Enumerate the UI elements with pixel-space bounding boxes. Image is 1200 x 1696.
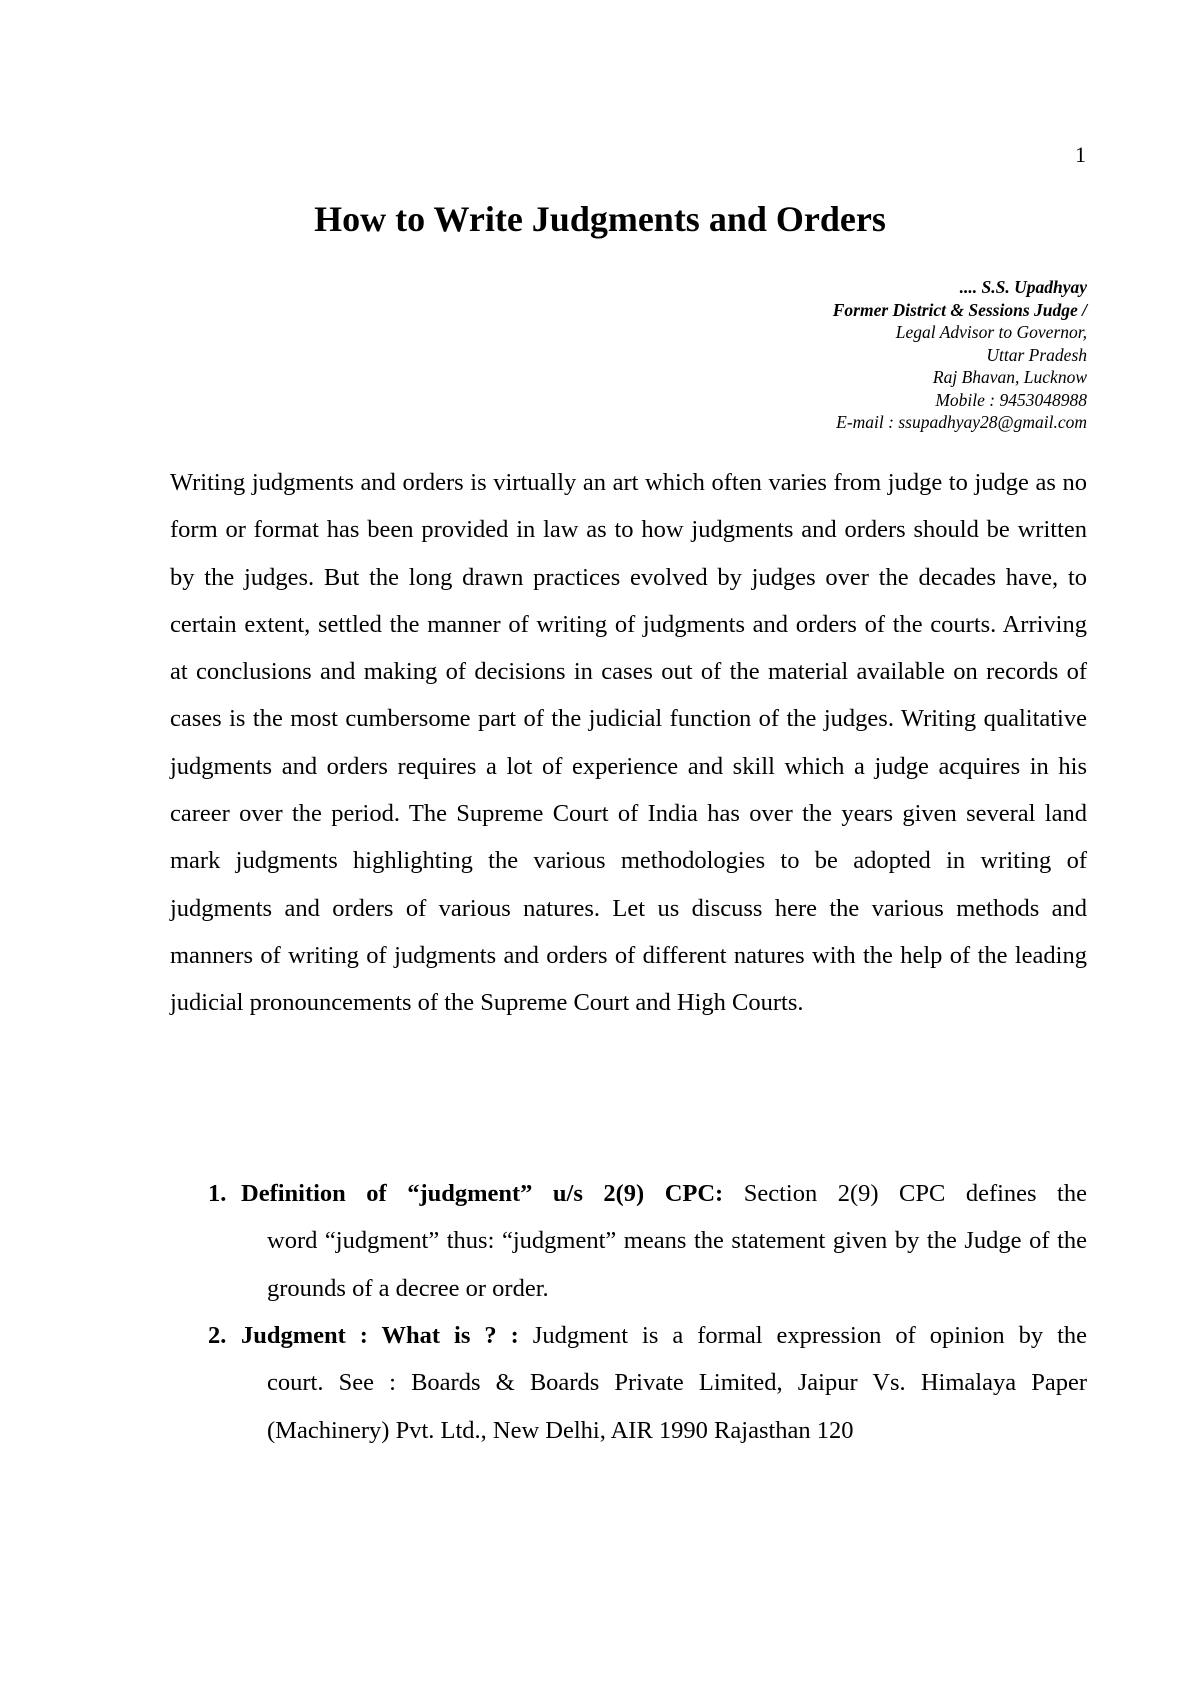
list-item-heading: Judgment : What is ? : — [241, 1322, 519, 1349]
author-office: Raj Bhavan, Lucknow — [932, 367, 1087, 387]
author-mobile: Mobile : 9453048988 — [935, 389, 1087, 410]
list-item-heading: Definition of “judgment” u/s 2(9) CPC: — [241, 1180, 724, 1207]
list-item-body: court. See : Boards & Boards Private Limited, Jaipur Vs. Himalaya Paper (Machinery) Pvt. Ltd., New Delhi, AIR 1990 Rajasthan 120 — [267, 1369, 1087, 1444]
list-item-first-line: Section 2(9) CPC defines the — [743, 1180, 1087, 1207]
author-designation: Former District & Sessions Judge / — [832, 299, 1087, 320]
list-item-number: 1. — [208, 1180, 227, 1207]
author-name: .... S.S. Upadhyay — [959, 277, 1087, 297]
document-title: How to Write Judgments and Orders — [314, 199, 886, 239]
list-item-text — [241, 1170, 1087, 1312]
list-item-body: word “judgment” thus: “judgment” means the statement given by the Judge of the grounds of a decree or order. — [267, 1227, 1087, 1302]
author-role: Legal Advisor to Governor, — [895, 322, 1087, 342]
author-state: Uttar Pradesh — [986, 344, 1087, 365]
author-block — [833, 276, 1087, 434]
page-number: 1 — [1075, 142, 1086, 167]
list-item-first-line: Judgment is a formal expression of opinion by the — [532, 1322, 1087, 1349]
list-item-text — [241, 1312, 1087, 1454]
list-item-number: 2. — [208, 1322, 227, 1349]
intro-paragraph: Writing judgments and orders is virtually an art which often varies from judge to judge as no form or format has been provided in law as to how judgments and orders should be written by the judges. But the long drawn practices evolved by judges over the decades have, to certain extent, settled the manner of writing of judgments and orders of the courts. Arriving at conclusions and making of decisions in cases out of the material available on records of cases is the most cumbersome part of the judicial function of the judges. Writing qualitative judgments and orders requires a lot of experience and skill which a judge acquires in his career over the period. The Supreme Court of India has over the years given several land mark judgments highlighting the various methodologies to be adopted in writing of judgments and orders of various natures. Let us discuss here the various methods and manners of writing of judgments and orders of different natures with the help of the leading judicial pronouncements of the Supreme Court and High Courts. — [170, 469, 1087, 1017]
author-email: E-mail : ssupadhyay28@gmail.com — [836, 412, 1087, 432]
